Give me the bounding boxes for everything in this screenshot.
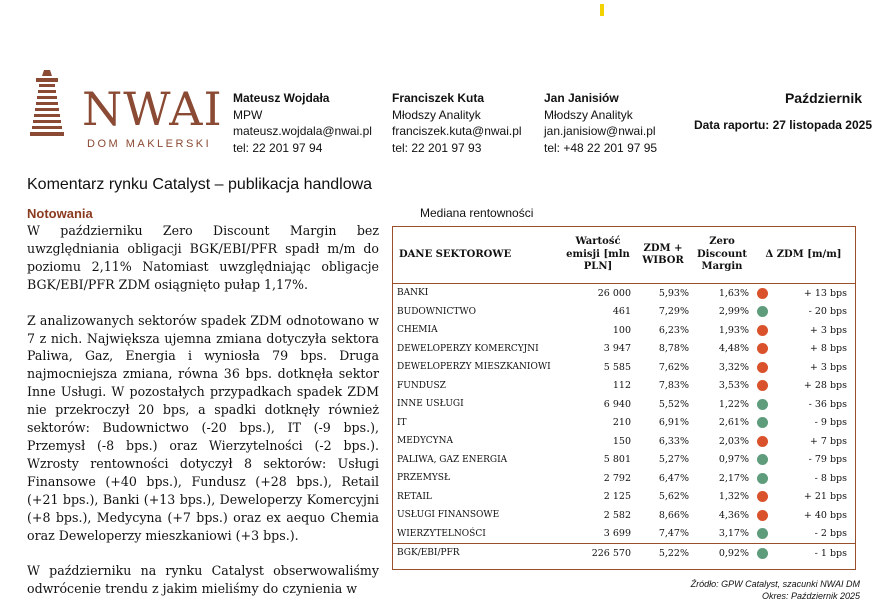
value-cell: 26 000	[597, 287, 631, 299]
sector-cell: PALIWA, GAZ ENERGIA	[397, 454, 508, 465]
table-row	[393, 395, 855, 414]
delta-cell: - 9 bps	[814, 417, 847, 429]
zdm-wibor-cell: 7,62%	[658, 361, 689, 373]
analyst-card	[233, 90, 372, 156]
zdm-wibor-cell: 7,83%	[658, 380, 689, 392]
delta-cell: + 40 bps	[803, 509, 847, 521]
table-row	[393, 432, 855, 451]
zdm-cell: 2,03%	[718, 435, 749, 447]
zdm-cell: 1,22%	[718, 398, 749, 410]
zdm-cell: 1,93%	[718, 324, 749, 336]
zdm-wibor-cell: 7,47%	[658, 528, 689, 540]
green-dot-icon	[757, 399, 768, 410]
table-row	[393, 358, 855, 377]
indicator-cell	[752, 414, 772, 433]
delta-cell: - 2 bps	[814, 528, 847, 540]
value-cell: 2 582	[603, 509, 631, 521]
period-line: Okres: Październik 2025	[761, 591, 860, 601]
zdm-cell: 0,92%	[692, 544, 752, 563]
indicator-cell	[752, 525, 772, 544]
indicator-cell	[752, 377, 772, 396]
sector-cell: BUDOWNICTWO	[397, 306, 476, 317]
sector-cell: RETAIL	[397, 491, 432, 502]
green-dot-icon	[757, 528, 768, 539]
red-dot-icon	[757, 325, 768, 336]
analyst-role: MPW	[233, 107, 263, 122]
value-cell: 6 940	[603, 398, 631, 410]
sector-cell: DEWELOPERZY MIESZKANIOWI	[397, 362, 551, 373]
zdm-cell: 3,32%	[718, 361, 749, 373]
zdm-wibor-cell: 5,62%	[658, 491, 689, 503]
value-cell: 3 699	[603, 528, 631, 540]
analyst-name: Jan Janisiów	[544, 91, 619, 105]
zdm-wibor-cell: 7,29%	[658, 306, 689, 318]
red-dot-icon	[757, 436, 768, 447]
paragraph: Z analizowanych sektorów spadek ZDM odnotowano w 7 z nich. Największa ujemna zmiana dotyczyła sektora Paliwa, Gaz, Energia i wyniosła 79 bps. Druga najmocniejsza zmiana, równa 36 bps. dotknęła sektor Inne Usługi. W pozostałych przypadkach spadek ZDM nie przekroczył 20 bps, a spadki dotknęły również sektorów: Budownictwo (-20 bps.), IT (-9 bps.), Przemysł (-8 bps.) oraz Wierzytelności (-2 bps.). Wzrosty rentowności dotyczył 8 sektorów: Usługi Finansowe (+40 bps.), Fundusz (+28 bps.), Retail (+21 bps.), Banki (+13 bps.), Deweloperzy Komercyjni (+8 bps.), Medycyna (+7 bps.) oraz ex aequo Chemia oraz Deweloperzy mieszkaniowi (+3 bps.).	[27, 312, 379, 543]
red-dot-icon	[757, 288, 768, 299]
table-row	[393, 414, 855, 433]
red-dot-icon	[757, 343, 768, 354]
sector-cell: MEDYCYNA	[397, 436, 453, 447]
sector-cell: CHEMIA	[397, 325, 438, 336]
analyst-name: Franciszek Kuta	[392, 91, 485, 105]
delta-cell: + 13 bps	[803, 287, 847, 299]
sector-cell: PRZEMYSŁ	[397, 473, 450, 484]
zdm-wibor-cell: 5,93%	[658, 287, 689, 299]
value-cell: 461	[612, 306, 631, 318]
indicator-cell	[752, 506, 772, 525]
indicator-cell	[752, 395, 772, 414]
delta-cell: - 20 bps	[808, 306, 847, 318]
commentary-text	[27, 222, 379, 616]
zdm-wibor-cell: 5,27%	[658, 454, 689, 466]
indicator-cell	[752, 358, 772, 377]
col-header-delta: Δ ZDM [m/m]	[752, 227, 855, 284]
red-dot-icon	[757, 362, 768, 373]
analyst-role: Młodszy Analityk	[544, 107, 633, 122]
delta-cell: + 7 bps	[809, 435, 847, 447]
zdm-wibor-cell: 6,91%	[658, 417, 689, 429]
table-row	[393, 303, 855, 322]
value-cell: 2 792	[603, 472, 631, 484]
source-line: Źródło: GPW Catalyst, szacunki NWAI DM	[690, 579, 860, 589]
green-dot-icon	[757, 306, 768, 317]
analyst-phone: tel: +48 22 201 97 95	[544, 140, 658, 155]
delta-cell: + 8 bps	[809, 343, 847, 355]
sector-cell: BGK/EBI/PFR	[393, 544, 562, 563]
sector-cell: DEWELOPERZY KOMERCYJNI	[397, 343, 539, 354]
analyst-phone: tel: 22 201 97 93	[392, 140, 482, 155]
indicator-cell	[752, 488, 772, 507]
analyst-role: Młodszy Analityk	[392, 107, 481, 122]
table-row	[393, 451, 855, 470]
report-month: Październik	[784, 90, 862, 106]
value-cell: 3 947	[603, 343, 631, 355]
analyst-email[interactable]: jan.janisiow@nwai.pl	[544, 124, 656, 138]
sector-cell: USŁUGI FINANSOWE	[397, 510, 500, 521]
sector-cell: INNE USŁUGI	[397, 399, 464, 410]
delta-cell: - 79 bps	[808, 454, 847, 466]
indicator-cell	[752, 432, 772, 451]
indicator-cell	[752, 303, 772, 322]
value-cell: 100	[612, 324, 631, 336]
green-dot-icon	[757, 473, 768, 484]
table-row	[393, 284, 855, 303]
value-cell: 210	[612, 417, 631, 429]
value-cell: 226 570	[562, 544, 634, 563]
table-header-row	[393, 227, 855, 284]
zdm-cell: 0,97%	[718, 454, 749, 466]
zdm-cell: 1,32%	[718, 491, 749, 503]
source-note	[560, 578, 860, 602]
col-header-zdm-wibor: ZDM + WIBOR	[634, 227, 692, 284]
sector-cell: FUNDUSZ	[397, 380, 446, 391]
value-cell: 150	[612, 435, 631, 447]
table-row	[393, 469, 855, 488]
analyst-name: Mateusz Wojdała	[233, 91, 330, 105]
green-dot-icon	[757, 417, 768, 428]
zdm-cell: 2,17%	[718, 472, 749, 484]
analyst-email[interactable]: franciszek.kuta@nwai.pl	[392, 124, 522, 138]
table-row	[393, 488, 855, 507]
zdm-cell: 4,48%	[718, 343, 749, 355]
table-summary-row	[393, 544, 855, 563]
zdm-cell: 1,63%	[718, 287, 749, 299]
indicator-cell	[752, 321, 772, 340]
yellow-marker	[600, 4, 604, 16]
value-cell: 112	[612, 380, 631, 392]
logo-subtitle: DOM MAKLERSKI	[87, 138, 212, 150]
value-cell: 5 585	[603, 361, 631, 373]
indicator-cell	[752, 340, 772, 359]
zdm-wibor-cell: 5,22%	[634, 544, 692, 563]
green-dot-icon	[757, 548, 768, 559]
paragraph: W październiku Zero Discount Margin bez uwzględniania obligacji BGK/EBI/PFR spadł m/m do poziomu 2,11% Natomiast uwzględniając obligacje BGK/EBI/PFR ZDM osiągnięto pułap 1,17%.	[27, 223, 379, 292]
analyst-phone: tel: 22 201 97 94	[233, 140, 323, 155]
sector-cell: IT	[397, 417, 407, 428]
analyst-card	[392, 90, 522, 156]
yield-table	[392, 226, 856, 570]
red-dot-icon	[757, 510, 768, 521]
table-row	[393, 506, 855, 525]
delta-cell: - 1 bps	[772, 544, 855, 563]
zdm-cell: 2,61%	[718, 417, 749, 429]
table-title: Mediana rentowności	[420, 206, 534, 220]
value-cell: 5 801	[603, 454, 631, 466]
zdm-wibor-cell: 6,33%	[658, 435, 689, 447]
col-header-value: Wartość emisji [mln PLN]	[562, 227, 634, 284]
delta-cell: + 3 bps	[809, 361, 847, 373]
table-row	[393, 340, 855, 359]
page-title: Komentarz rynku Catalyst – publikacja handlowa	[27, 176, 373, 193]
indicator-cell	[752, 544, 772, 563]
zdm-cell: 2,99%	[718, 306, 749, 318]
zdm-cell: 3,53%	[718, 380, 749, 392]
delta-cell: - 36 bps	[808, 398, 847, 410]
green-dot-icon	[757, 454, 768, 465]
delta-cell: + 3 bps	[809, 324, 847, 336]
indicator-cell	[752, 469, 772, 488]
delta-cell: - 8 bps	[814, 472, 847, 484]
section-heading: Notowania	[27, 206, 93, 221]
analyst-email[interactable]: mateusz.wojdala@nwai.pl	[233, 124, 372, 138]
zdm-wibor-cell: 8,78%	[658, 343, 689, 355]
sector-cell: WIERZYTELNOŚCI	[397, 528, 486, 539]
paragraph: W październiku na rynku Catalyst obserwowaliśmy odwrócenie trendu z jakim mieliśmy do czynienia w	[27, 563, 379, 597]
indicator-cell	[752, 284, 772, 303]
table-row	[393, 377, 855, 396]
zdm-cell: 3,17%	[718, 528, 749, 540]
red-dot-icon	[757, 380, 768, 391]
value-cell: 2 125	[603, 491, 631, 503]
logo-wordmark: NWAI	[82, 82, 223, 136]
red-dot-icon	[757, 491, 768, 502]
zdm-wibor-cell: 8,66%	[658, 509, 689, 521]
analyst-card	[544, 90, 657, 156]
col-header-zdm: Zero Discount Margin	[692, 227, 752, 284]
sector-cell: BANKI	[397, 288, 429, 299]
table-row	[393, 321, 855, 340]
report-date: Data raportu: 27 listopada 2025	[693, 118, 872, 132]
table-row	[393, 525, 855, 544]
indicator-cell	[752, 451, 772, 470]
zdm-cell: 4,36%	[718, 509, 749, 521]
zdm-wibor-cell: 6,47%	[658, 472, 689, 484]
col-header-sector: DANE SEKTOROWE	[393, 227, 562, 284]
delta-cell: + 21 bps	[803, 491, 847, 503]
delta-cell: + 28 bps	[803, 380, 847, 392]
zdm-wibor-cell: 5,52%	[658, 398, 689, 410]
zdm-wibor-cell: 6,23%	[658, 324, 689, 336]
